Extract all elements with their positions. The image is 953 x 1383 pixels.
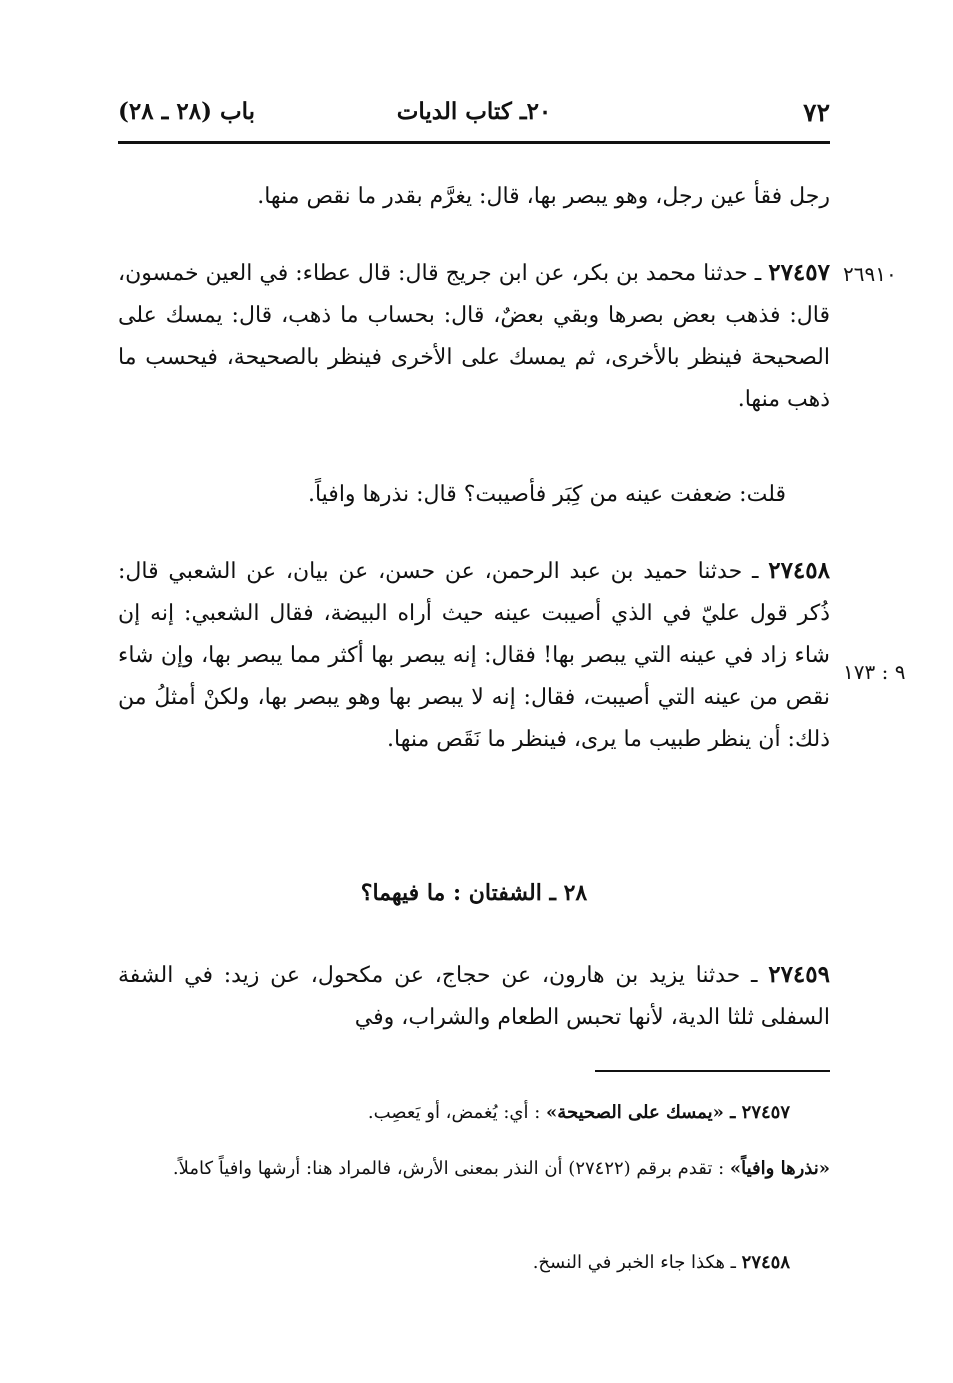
- footnote-2: [118, 1150, 830, 1188]
- hadith-number: ٢٧٤٥٩: [768, 961, 830, 988]
- hadith-number: ٢٧٤٥٧: [768, 259, 830, 286]
- footnote-rule: [595, 1070, 830, 1072]
- footnote-label: «نذرها وافياً»: [729, 1158, 830, 1179]
- hadith-text: ـ حدثنا محمد بن بكر، عن ابن جريج قال: قال عطاء: في العين خمسون، قال: فذهب بعض بصرها وبقي بعضٌ، قال: بحساب ما ذهب، قال: يمسك على الصحيحة فينظر بالأخرى، ثم يمسك على الأخرى فينظر بالصحيحة، فيحسب ما ذهب منها.: [118, 261, 830, 412]
- footnote-text: ـ هكذا جاء الخبر في النسخ.: [532, 1252, 742, 1273]
- footnote-text: : تقدم برقم (٢٧٤٢٢) أن النذر بمعنى الأرش، فالمراد هنا: أرشها وافياً كاملاً.: [172, 1158, 725, 1179]
- section-heading: ٢٨ ـ الشفتان : ما فيهما؟: [360, 880, 588, 906]
- hadith-text: ـ حدثنا يزيد بن هارون، عن حجاج، عن مكحول، عن زيد: في الشفة السفلى ثلثا الدية، لأنها تحبس الطعام والشراب، وفي: [118, 963, 830, 1030]
- margin-reference: ٢٦٩١٠: [843, 262, 897, 286]
- footnote-label: ٢٧٤٥٧ ـ «يمسك على الصحيحة»: [546, 1102, 790, 1123]
- hadith-number: ٢٧٤٥٨: [768, 557, 830, 584]
- page-header: [118, 92, 830, 136]
- header-rule: [118, 141, 830, 144]
- hadith-27457: [118, 252, 830, 421]
- hadith-text: ـ حدثنا حميد بن عبد الرحمن، عن حسن، عن بيان، عن الشعبي قال: ذُكر قول عليّ في الذي أصيبت عينه حيث أراه البيضة، فقال الشعبي: إنه إن شاء زاد في عينه التي يبصر بها! فقال: إنه يبصر بها أكثر مما يبصر بها، وإن شاء نقص من عينه التي أصيبت، فقال: إنه لا يبصر بها وهو يبصر بها، ولكنْ أمثلُ من ذلك: أن ينظر طبيب ما يرى، فينظر ما نَقَص منها.: [118, 559, 830, 752]
- hadith-27458: [118, 550, 830, 761]
- hadith-27459: [118, 954, 830, 1039]
- margin-reference: ٩ : ١٧٣: [843, 660, 906, 684]
- footnote-text: : أي: يُغمض، أو يَعصِب.: [367, 1102, 541, 1123]
- page-number: ٧٢: [803, 98, 830, 127]
- book-title: ٢٠ـ كتاب الديات: [396, 98, 552, 125]
- paragraph-continuation: [118, 176, 830, 218]
- footnote-1: [118, 1094, 790, 1132]
- paragraph-text: رجل فقأ عين رجل، وهو يبصر بها، قال: يغرَّم بقدر ما نقص منها.: [257, 184, 830, 209]
- footnote-label: ٢٧٤٥٨: [741, 1252, 790, 1273]
- chapter-range: باب (٢٨ ـ ٢٨): [118, 98, 256, 125]
- footnote-3: [118, 1244, 790, 1282]
- paragraph-text: قلت: ضعفت عينه من كِبَر فأصيبت؟ قال: نذرها وافياً.: [307, 482, 786, 507]
- question-paragraph: [118, 474, 830, 516]
